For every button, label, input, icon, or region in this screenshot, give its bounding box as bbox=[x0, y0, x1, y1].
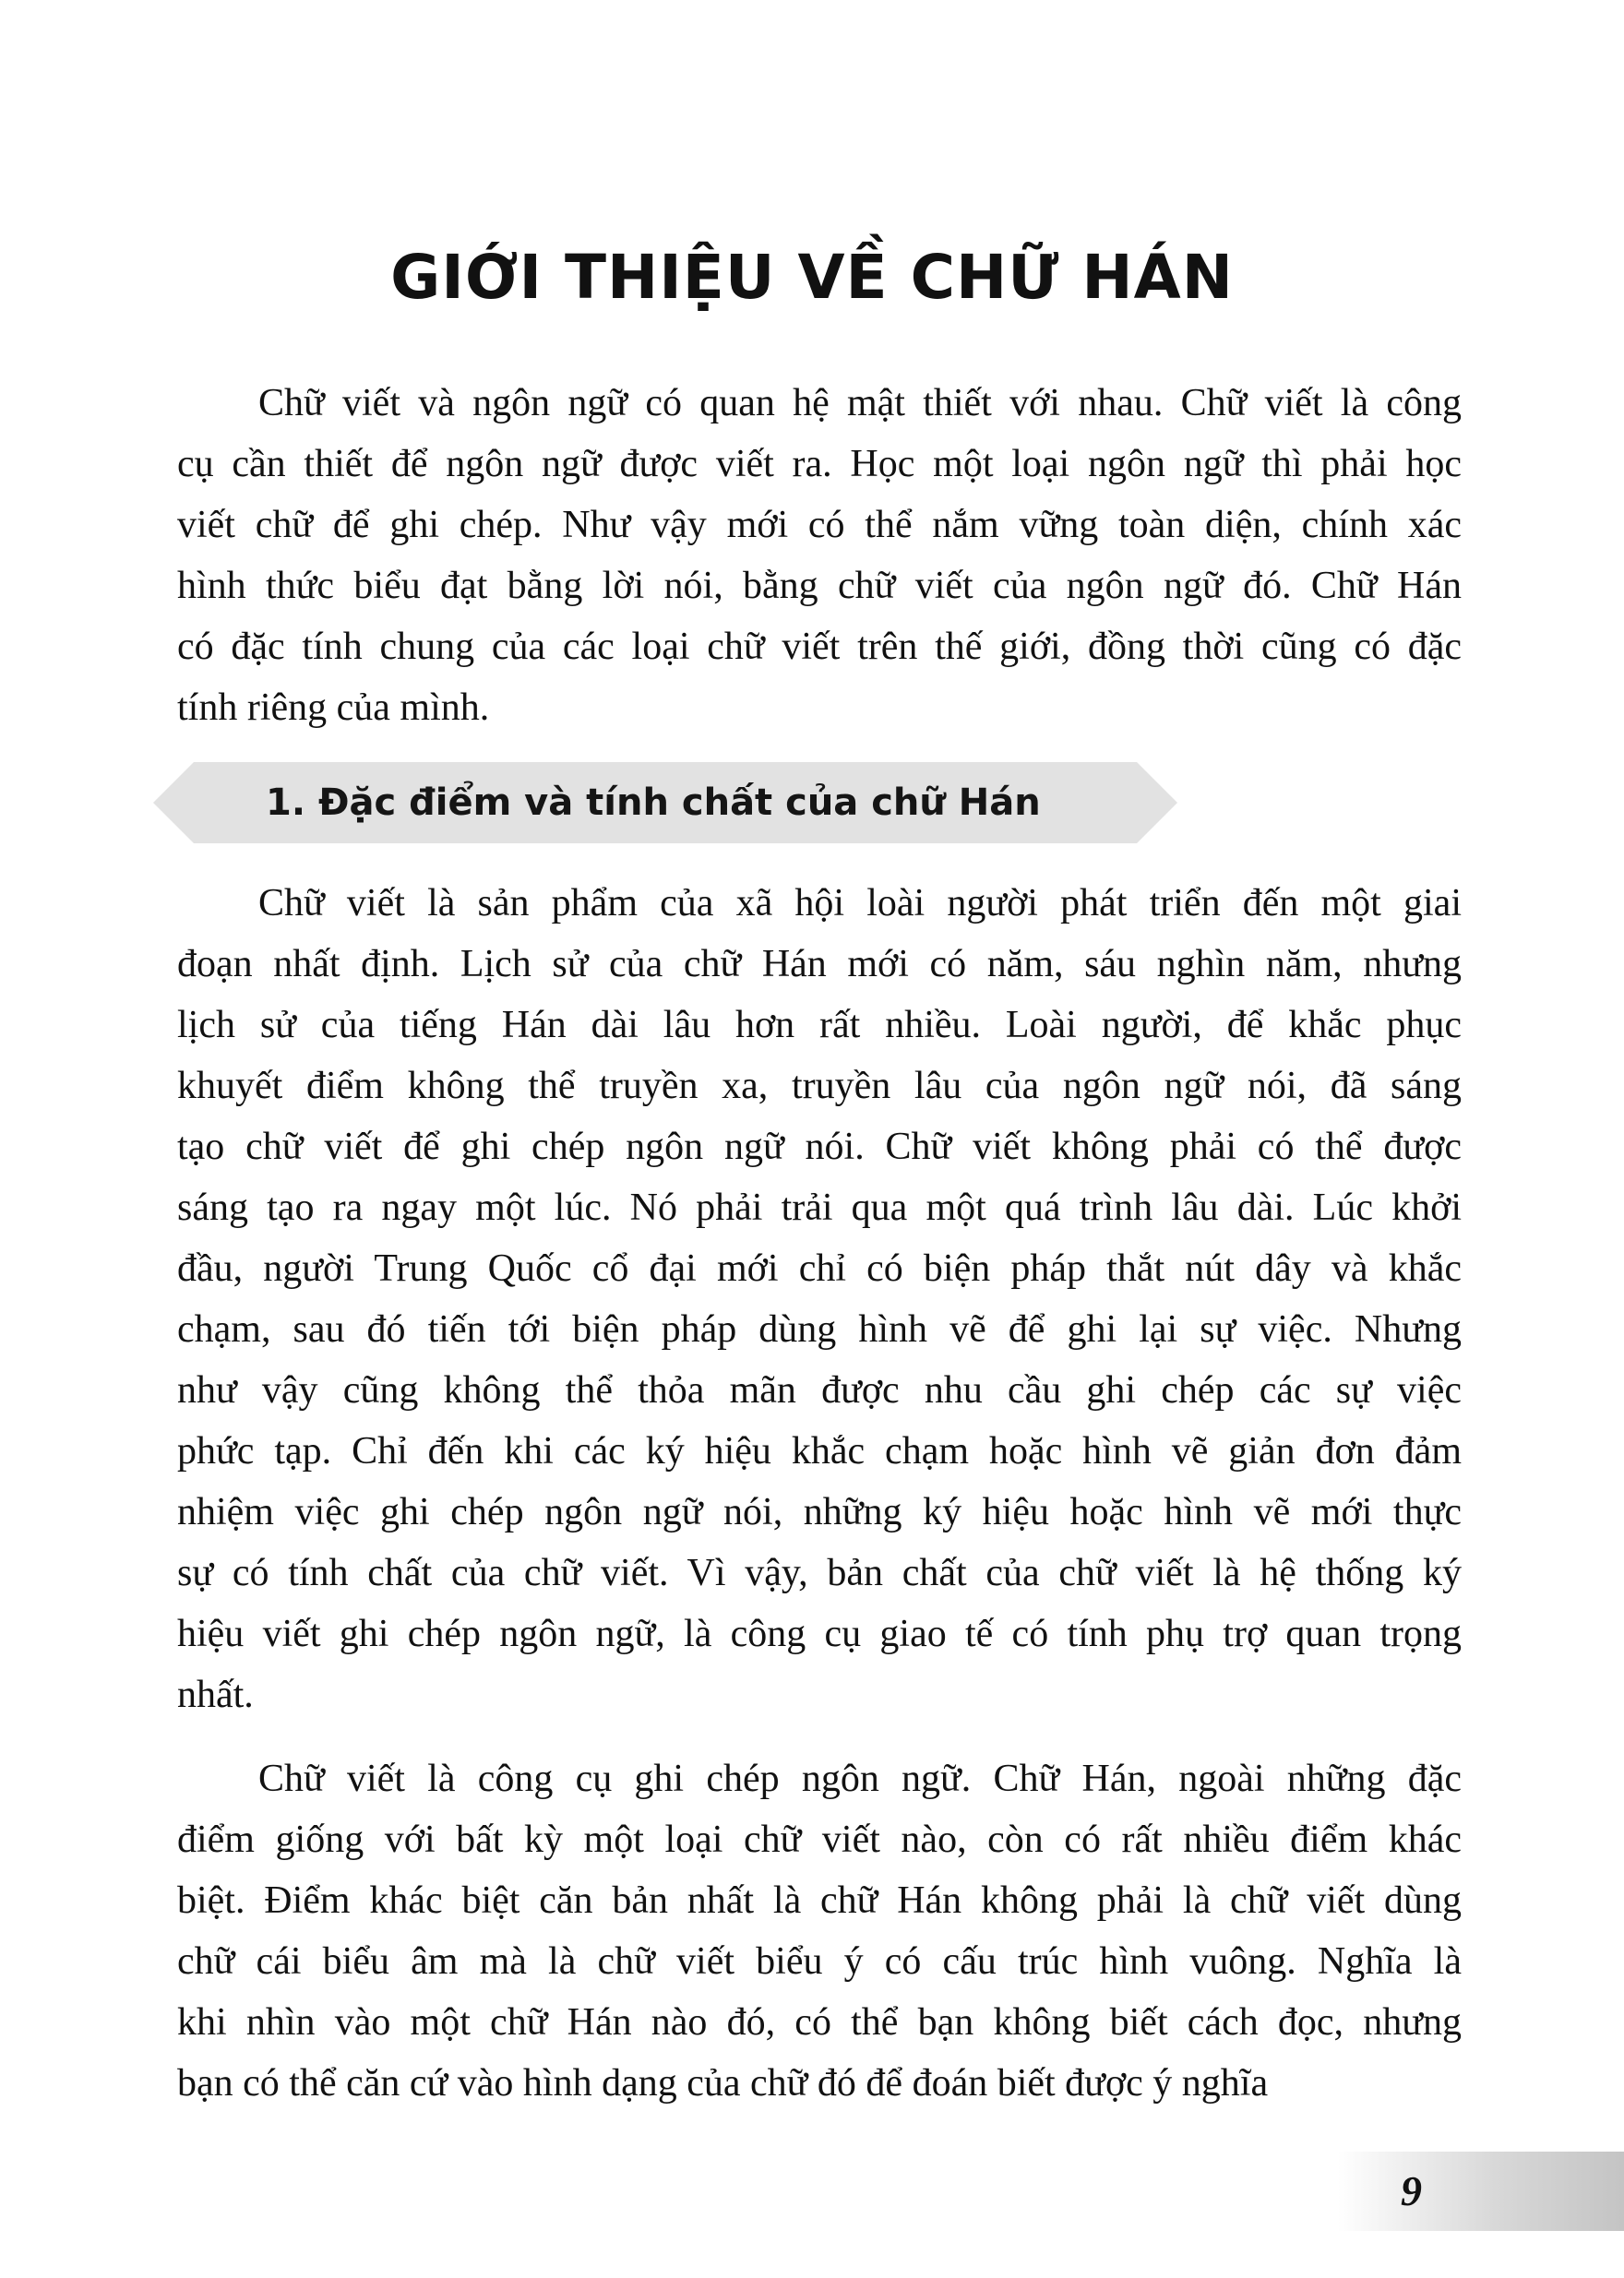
text-line: phức tạp. Chỉ đến khi các ký hiệu khắc chạm hoặc hình vẽ giản đơn đảm bbox=[177, 1430, 1462, 1473]
text-line: chữ cái biểu âm mà là chữ viết biểu ý có cấu trúc hình vuông. Nghĩa là bbox=[177, 1940, 1462, 1983]
text-line: có đặc tính chung của các loại chữ viết trên thế giới, đồng thời cũng có đặc bbox=[177, 626, 1462, 668]
paragraph-1 bbox=[177, 873, 1462, 1725]
paragraph-2 bbox=[177, 1748, 1462, 2114]
section-heading: 1. Đặc điểm và tính chất của chữ Hán bbox=[266, 781, 1041, 824]
text-line: tạo chữ viết để ghi chép ngôn ngữ nói. Chữ viết không phải có thể được bbox=[177, 1126, 1462, 1168]
text-line: tính riêng của mình. bbox=[177, 686, 490, 729]
page-number-tab bbox=[1338, 2152, 1624, 2231]
text-line: hình thức biểu đạt bằng lời nói, bằng chữ viết của ngôn ngữ đó. Chữ Hán bbox=[177, 565, 1462, 607]
section-banner bbox=[153, 762, 1177, 843]
text-line: viết chữ để ghi chép. Như vậy mới có thể nắm vững toàn diện, chính xác bbox=[177, 504, 1462, 546]
text-line: Chữ viết và ngôn ngữ có quan hệ mật thiết với nhau. Chữ viết là công bbox=[258, 382, 1462, 424]
text-line: khi nhìn vào một chữ Hán nào đó, có thể bạn không biết cách đọc, nhưng bbox=[177, 2001, 1462, 2044]
text-line: đầu, người Trung Quốc cổ đại mới chỉ có biện pháp thắt nút dây và khắc bbox=[177, 1247, 1462, 1290]
text-line: sự có tính chất của chữ viết. Vì vậy, bản chất của chữ viết là hệ thống ký bbox=[177, 1552, 1462, 1594]
text-line: điểm giống với bất kỳ một loại chữ viết nào, còn có rất nhiều điểm khác bbox=[177, 1819, 1462, 1861]
intro-paragraph bbox=[177, 373, 1462, 738]
text-line: bạn có thể căn cứ vào hình dạng của chữ đó để đoán biết được ý nghĩa bbox=[177, 2062, 1269, 2105]
text-line: sáng tạo ra ngay một lúc. Nó phải trải qua một quá trình lâu dài. Lúc khởi bbox=[177, 1187, 1462, 1229]
text-line: đoạn nhất định. Lịch sử của chữ Hán mới có năm, sáu nghìn năm, nhưng bbox=[177, 943, 1462, 985]
page-number: 9 bbox=[1401, 2167, 1422, 2214]
text-line: như vậy cũng không thể thỏa mãn được nhu cầu ghi chép các sự việc bbox=[177, 1369, 1462, 1412]
text-line: hiệu viết ghi chép ngôn ngữ, là công cụ giao tế có tính phụ trợ quan trọng bbox=[177, 1613, 1462, 1655]
text-line: Chữ viết là công cụ ghi chép ngôn ngữ. Chữ Hán, ngoài những đặc bbox=[258, 1758, 1462, 1800]
text-line: nhiệm việc ghi chép ngôn ngữ nói, những ký hiệu hoặc hình vẽ mới thực bbox=[177, 1491, 1462, 1533]
text-line: chạm, sau đó tiến tới biện pháp dùng hình vẽ để ghi lại sự việc. Nhưng bbox=[177, 1308, 1462, 1351]
text-line: Chữ viết là sản phẩm của xã hội loài người phát triển đến một giai bbox=[258, 882, 1462, 924]
text-line: khuyết điểm không thể truyền xa, truyền lâu của ngôn ngữ nói, đã sáng bbox=[177, 1065, 1462, 1107]
text-line: nhất. bbox=[177, 1674, 254, 1716]
text-line: lịch sử của tiếng Hán dài lâu hơn rất nhiều. Loài người, để khắc phục bbox=[177, 1004, 1462, 1046]
text-line: cụ cần thiết để ngôn ngữ được viết ra. Học một loại ngôn ngữ thì phải học bbox=[177, 443, 1462, 485]
page-title: GIỚI THIỆU VỀ CHỮ HÁN bbox=[390, 242, 1234, 313]
text-line: biệt. Điểm khác biệt căn bản nhất là chữ Hán không phải là chữ viết dùng bbox=[177, 1879, 1462, 1922]
